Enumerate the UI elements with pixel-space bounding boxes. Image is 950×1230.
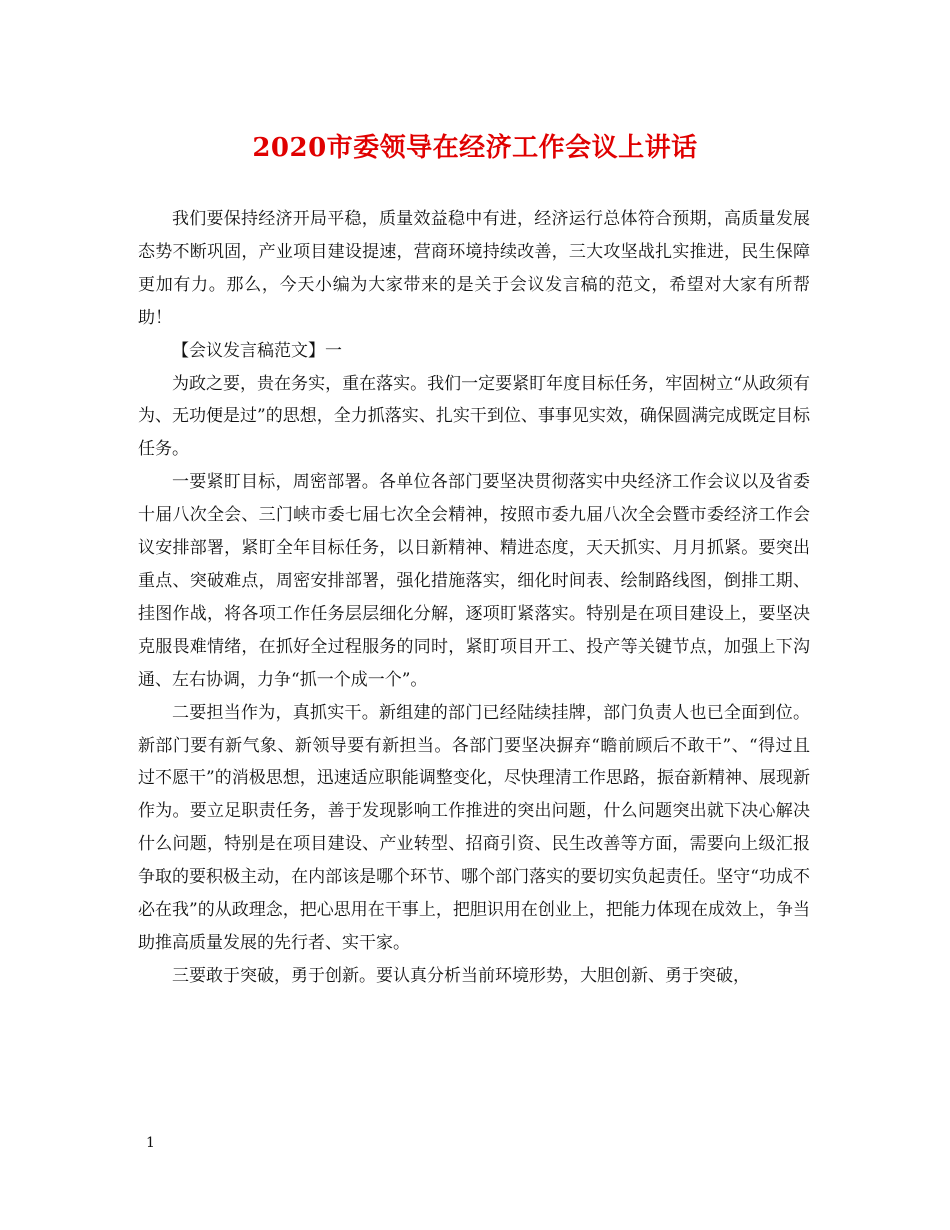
paragraph-practical: 为政之要，贵在务实，重在落实。我们一定要紧盯年度目标任务，牢固树立“从政须有为、无功便是过”的思想，全力抓落实、扎实干到位、事事见实效，确保圆满完成既定目标任务。: [138, 373, 810, 460]
paragraph-point-one: 一要紧盯目标，周密部署。各单位各部门要坚决贯彻落实中央经济工作会议以及省委十届八次全会、三门峡市委七届七次全会精神，按照市委九届八次全会暨市委经济工作会议安排部署，紧盯全年目标任务，以日新精神、精进态度，天天抓实、月月抓紧。要突出重点、突破难点，周密安排部署，强化措施落实，细化时间表、绘制路线图，倒排工期、挂图作战，将各项工作任务层层细化分解，逐项盯紧落实。特别是在项目建设上，要坚决克服畏难情绪，在抓好全过程服务的同时，紧盯项目开工、投产等关键节点，加强上下沟通、左右协调，力争“抓一个成一个”。: [138, 472, 810, 690]
paragraph-point-three: 三要敢于突破，勇于创新。要认真分析当前环境形势，大胆创新、勇于突破，: [172, 965, 750, 986]
paragraph-point-two: 二要担当作为，真抓实干。新组建的部门已经陆续挂牌，部门负责人也已全面到位。新部门要有新气象、新领导要有新担当。各部门要坚决摒弃“瞻前顾后不敢干”、“得过且过不愿干”的消极思想，迅速适应职能调整变化，尽快理清工作思路，振奋新精神、展现新作为。要立足职责任务，善于发现影响工作推进的突出问题，什么问题突出就下决心解决什么问题，特别是在项目建设、产业转型、招商引资、民生改善等方面，需要向上级汇报争取的要积极主动，在内部该是哪个环节、哪个部门落实的要切实负起责任。坚守“功成不必在我”的从政理念，把心思用在干事上，把胆识用在创业上，把能力体现在成效上，争当助推高质量发展的先行者、实干家。: [138, 702, 810, 953]
paragraph-intro: 我们要保持经济开局平稳，质量效益稳中有进，经济运行总体符合预期，高质量发展态势不断巩固，产业项目建设提速，营商环境持续改善，三大攻坚战扎实推进，民生保障更加有力。那么，今天小编为大家带来的是关于会议发言稿的范文，希望对大家有所帮助！: [138, 209, 810, 328]
document-title: 2020市委领导在经济工作会议上讲话: [252, 133, 698, 163]
document-body: [138, 203, 810, 993]
page-number: 1: [146, 1135, 155, 1151]
paragraph-section-heading: 【会议发言稿范文】一: [172, 340, 342, 361]
